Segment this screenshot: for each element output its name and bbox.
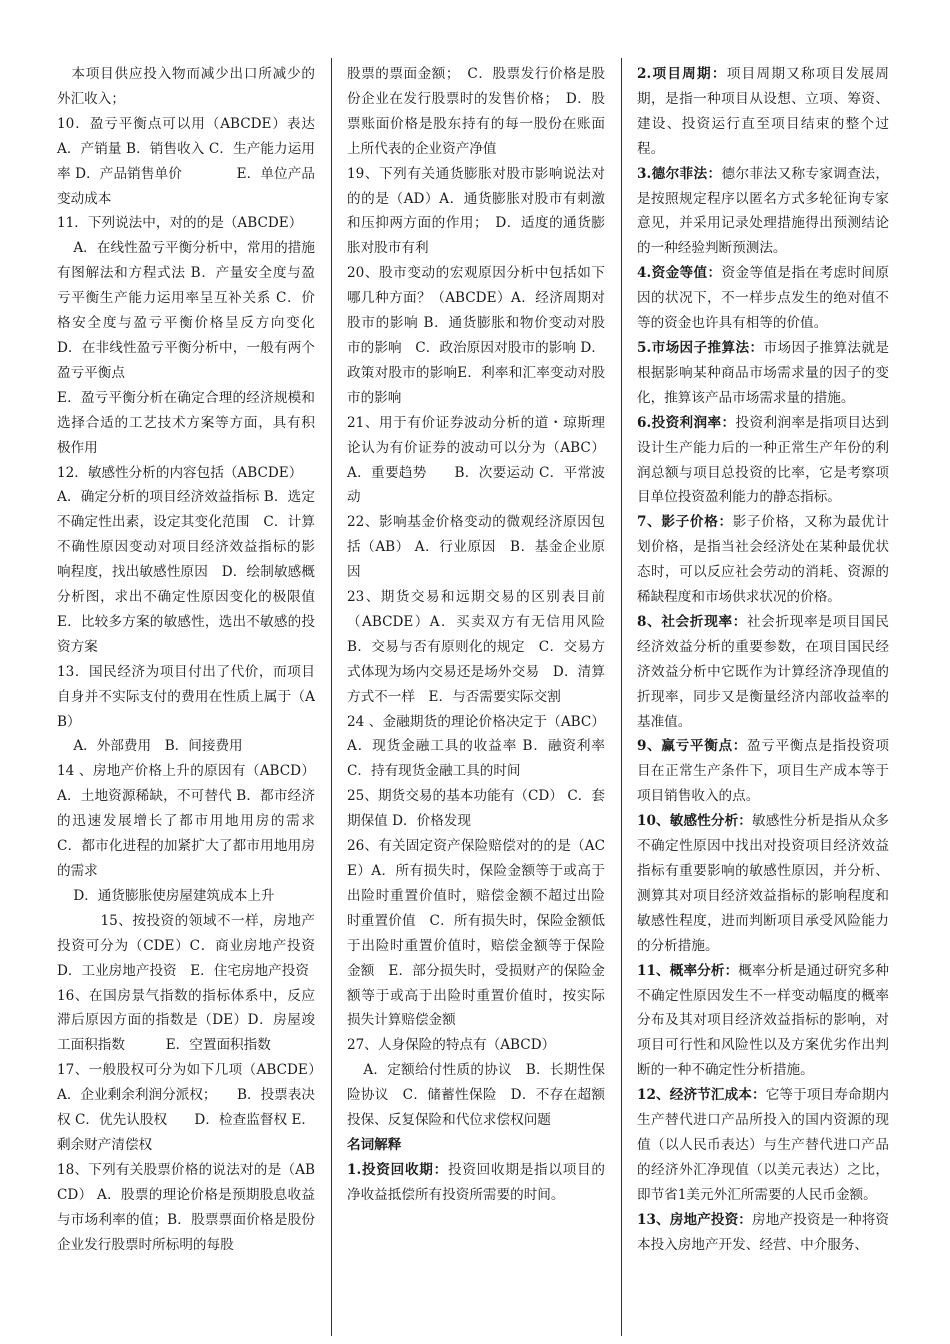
paragraph-text: E．盈亏平衡分析在确定合理的经济规模和选择合适的工艺技术方案等方面，具有积极作用 bbox=[57, 389, 315, 456]
paragraph-text: 市场因子推算法就是根据影响某种商品市场需求量的因子的变化，推算该产品市场需求量的措施。 bbox=[637, 339, 889, 406]
paragraph-text: 影子价格，又称为最优计划价格，是指当社会经济处在某种最优状态时，可以反应社会劳动的消耗、资源的稀缺程度和市场供求状况的价格。 bbox=[637, 514, 889, 606]
paragraph bbox=[57, 211, 315, 236]
paragraph-text: 社会折现率是项目国民经济效益分析的重要参数，在项目国民经济效益分析中它既作为计算经济净现值的折现率，同步又是衡量经济内部收益率的基准值。 bbox=[637, 613, 889, 730]
paragraph-text: 23、期货交易和远期交易的区别表目前（ABCDE）A．买卖双方有无信用风险 B．交易与否有原则化的规定 C．交易方式体现为场内交易还是场外交易 D．清算方式不一样 E．与否需要实际交割 bbox=[347, 589, 605, 705]
paragraph bbox=[57, 485, 329, 659]
paragraph bbox=[57, 909, 329, 984]
paragraph-text: A．定额给付性质的协议 B．长期性保险协议 C．储蓄性保险 D．不存在超额投保、反复保险和代位求偿权问题 bbox=[347, 1062, 605, 1129]
term-label: 2.项目周期： bbox=[637, 66, 727, 82]
term-label: 8、社会折现率： bbox=[637, 613, 747, 630]
term-label: 12、经济节汇成本： bbox=[637, 1087, 766, 1104]
paragraph bbox=[347, 261, 605, 410]
paragraph-text: 本项目供应投入物而减少出口所减少的外汇收入； bbox=[57, 66, 315, 107]
paragraph-text: 10．盈亏平衡点可以用（ABCDE）表达 A．产销量 B．销售收入 C．生产能力运用率 D．产品销售单价 E．单位产品变动成本 bbox=[57, 115, 315, 207]
paragraph-text: 24 、金融期货的理论价格决定于（ABC）A．现货金融工具的收益率 B．融资利率 C．持有现货金融工具的时间 bbox=[347, 713, 619, 780]
paragraph-text: 投资回收期是指以项目的净收益抵偿所有投资所需要的时间。 bbox=[347, 1161, 605, 1203]
paragraph bbox=[57, 984, 315, 1059]
paragraph-text: 概率分析是通过研究多种不确定性原因发生不一样变动幅度的概率分布及其对项目经济效益指标的影响，对项目可行性和风险性以及方案优劣作出判断的一种不确定性分析措施。 bbox=[637, 962, 889, 1079]
paragraph bbox=[57, 461, 315, 486]
paragraph-text: 德尔菲法又称专家调查法，是按照规定程序以匿名方式多轮征询专家意见，并采用记录处理措施得出预测结论的一种经验判断预测法。 bbox=[637, 165, 889, 257]
paragraph bbox=[57, 62, 315, 112]
paragraph bbox=[57, 884, 315, 909]
text-column-right bbox=[637, 62, 889, 1332]
paragraph bbox=[57, 1158, 315, 1258]
paragraph-text: 房地产投资是一种将资本投入房地产开发、经营、中介服务、 bbox=[637, 1211, 890, 1253]
paragraph-text: A．确定分析的项目经济效益指标 B．选定不确定性出素，设定其变化范围 C．计算不确性原因变动对项目经济效益指标的影响程度，找出敏感性原因 D．绘制敏感概分析图，求出不确定性原因变化的极限值 E．比较多方案的敏感性，选出不敏感的投资方案 bbox=[57, 489, 329, 655]
paragraph bbox=[637, 62, 889, 162]
section-heading bbox=[347, 1133, 605, 1158]
paragraph bbox=[347, 62, 605, 162]
paragraph-text: 它等于项目寿命期内生产替代进口产品所投入的国内资源的现值（以人民币表达）与生产替代进口产品的经济外汇净现值（以美元表达）之比，即节省1美元外汇所需要的人民币金额。 bbox=[637, 1087, 889, 1203]
paragraph-text: 15、按投资的领域不一样，房地产投资可分为（CDE）C．商业房地产投资 D．工业房地产投资 E．住宅房地产投资 bbox=[57, 912, 329, 979]
term-label: 3.德尔菲法： bbox=[637, 165, 722, 182]
term-label: 6.投资利润率： bbox=[637, 414, 736, 431]
paragraph-text: 投资利润率是指项目达到设计生产能力后的一种正常生产年份的利润总额与项目总投资的比率，它是考察项目单位投资盈利能力的静态指标。 bbox=[637, 414, 889, 506]
paragraph bbox=[347, 784, 605, 834]
paragraph bbox=[57, 112, 315, 212]
paragraph-text: 18、下列有关股票价格的说法对的是（ABCD） A．股票的理论价格是预期股息收益与市场利率的值；B．股票票面价格是股份企业发行股票时所标明的每股 bbox=[57, 1161, 315, 1253]
paragraph-text: 26、有关固定资产保险赔偿对的的是（ACE）A．所有损失时，保险金额等于或高于出险时重置价值时，赔偿金额不超过出险时重置价值 C．所有损失时，保险金额低于出险时重置价值时，赔偿金额等于保险金额 E．部分损失时，受损财产的保险金额等于或高于出险时重置价值时，按实际损失计算赔偿金额 bbox=[347, 838, 605, 1029]
paragraph bbox=[57, 386, 315, 461]
paragraph-text: 21、用于有价证券波动分析的道・琼斯理论认为有价证券的波动可以分为（ABC）A．重要趋势 B．次要运动 C．平常波动 bbox=[347, 414, 605, 506]
term-label: 13、房地产投资： bbox=[637, 1211, 753, 1228]
paragraph-text: 13．国民经济为项目付出了代价，而项目自身并不实际支付的费用在性质上属于（AB） bbox=[57, 663, 315, 730]
paragraph bbox=[637, 959, 889, 1084]
paragraph bbox=[637, 1208, 889, 1258]
paragraph-text: 14 、房地产价格上升的原因有（ABCD）A．土地资源稀缺，不可替代 B．都市经济的迅速发展增长了都市用地用房的需求 C．都市化进程的加紧扩大了都市用地用房的需求 bbox=[57, 763, 329, 879]
paragraph bbox=[347, 834, 605, 1033]
term-label: 4.资金等值： bbox=[637, 265, 722, 282]
text-column-left bbox=[57, 62, 329, 1332]
paragraph bbox=[57, 236, 329, 385]
paragraph-text: 项目周期又称项目发展周期，是指一种项目从设想、立项、筹资、建设、投资运行直至项目结束的整个过程。 bbox=[637, 66, 889, 157]
paragraph-text: 17、一般股权可分为如下几项（ABCDE）A．企业剩余利润分派权； B．投票表决权 C．优先认股权 D．检查监督权 E．剩余财产清偿权 bbox=[57, 1062, 315, 1153]
text-column-middle bbox=[347, 62, 619, 1332]
paragraph-text: 22、影响基金价格变动的微观经济原因包括（AB） A．行业原因 B．基金企业原因 bbox=[347, 514, 605, 581]
paragraph-text: A．在线性盈亏平衡分析中，常用的措施有图解法和方程式法 B．产量安全度与盈亏平衡生产能力运用率呈互补关系 C．价格安全度与盈亏平衡价格呈反方向变化 D．在非线性盈亏平衡分析中，一般有两个盈亏平衡点 bbox=[57, 240, 329, 381]
paragraph bbox=[57, 734, 315, 759]
paragraph-text: 16、在国房景气指数的指标体系中，反应滞后原因方面的指数是（DE）D．房屋竣工面积指数 E．空置面积指数 bbox=[57, 987, 315, 1054]
paragraph-text: 股票的票面金额； C．股票发行价格是股份企业在发行股票时的发售价格； D．股票账面价格是股东持有的每一股份在账面上所代表的企业资产净值 bbox=[347, 66, 605, 157]
paragraph bbox=[637, 336, 889, 411]
paragraph bbox=[637, 1083, 889, 1208]
paragraph bbox=[347, 1058, 605, 1133]
paragraph bbox=[347, 710, 619, 785]
paragraph-text: 19、下列有关通货膨胀对股市影响说法对的的是（AD）A．通货膨胀对股市有刺激和压抑两方面的作用； D．适度的通货膨胀对股市有利 bbox=[347, 165, 605, 257]
paragraph bbox=[637, 809, 889, 958]
paragraph bbox=[637, 162, 889, 262]
term-label: 1.投资回收期： bbox=[347, 1161, 448, 1178]
paragraph bbox=[57, 660, 315, 735]
paragraph-text: D．通货膨胀使房屋建筑成本上升 bbox=[73, 887, 275, 904]
paragraph bbox=[347, 1158, 605, 1208]
term-label: 5.市场因子推算法： bbox=[637, 339, 764, 356]
paragraph bbox=[637, 411, 889, 511]
term-label: 11、概率分析： bbox=[637, 962, 739, 979]
paragraph-text: 11．下列说法中，对的的是（ABCDE） bbox=[57, 215, 303, 232]
paragraph-text: 12．敏感性分析的内容包括（ABCDE） bbox=[57, 464, 303, 481]
paragraph bbox=[637, 610, 889, 735]
paragraph bbox=[347, 585, 605, 710]
paragraph-text: 27、人身保险的特点有（ABCD） bbox=[347, 1037, 556, 1054]
paragraph bbox=[347, 1033, 605, 1058]
column-divider bbox=[621, 58, 622, 1336]
paragraph bbox=[57, 1058, 315, 1158]
paragraph bbox=[637, 261, 889, 336]
term-label: 9、赢亏平衡点： bbox=[637, 738, 747, 755]
column-divider bbox=[331, 58, 332, 1336]
paragraph-text: A．外部费用 B．间接费用 bbox=[73, 738, 243, 755]
paragraph bbox=[347, 162, 605, 262]
paragraph-text: 25、期货交易的基本功能有（CD） C．套期保值 D．价格发现 bbox=[347, 788, 605, 830]
term-label: 10、敏感性分析： bbox=[637, 813, 753, 830]
paragraph bbox=[637, 734, 889, 809]
paragraph-text: 20、股市变动的宏观原因分析中包括如下哪几种方面？（ABCDE）A．经济周期对股市的影响 B．通货膨胀和物价变动对股市的影响 C．政治原因对股市的影响 D．政策对股市的影响E．利率和汇率变动对股市的影响 bbox=[347, 265, 605, 406]
paragraph bbox=[347, 510, 605, 585]
paragraph-text: 敏感性分析是指从众多不确定性原因中找出对投资项目经济效益指标有重要影响的敏感性原因，并分析、测算其对项目经济效益指标的影响程度和敏感性程度，进而判断项目承受风险能力的分析措施。 bbox=[637, 813, 890, 954]
paragraph bbox=[57, 759, 329, 884]
paragraph-text: 资金等值是指在考虑时间原因的状况下，不一样步点发生的绝对值不等的资金也许具有相等的价值。 bbox=[637, 265, 889, 332]
paragraph-text: 名词解释 bbox=[347, 1136, 402, 1153]
paragraph bbox=[347, 411, 605, 511]
term-label: 7、影子价格： bbox=[637, 514, 733, 531]
paragraph bbox=[637, 510, 889, 610]
paragraph-text: 盈亏平衡点是指投资项目在正常生产条件下，项目生产成本等于项目销售收入的点。 bbox=[637, 738, 889, 805]
